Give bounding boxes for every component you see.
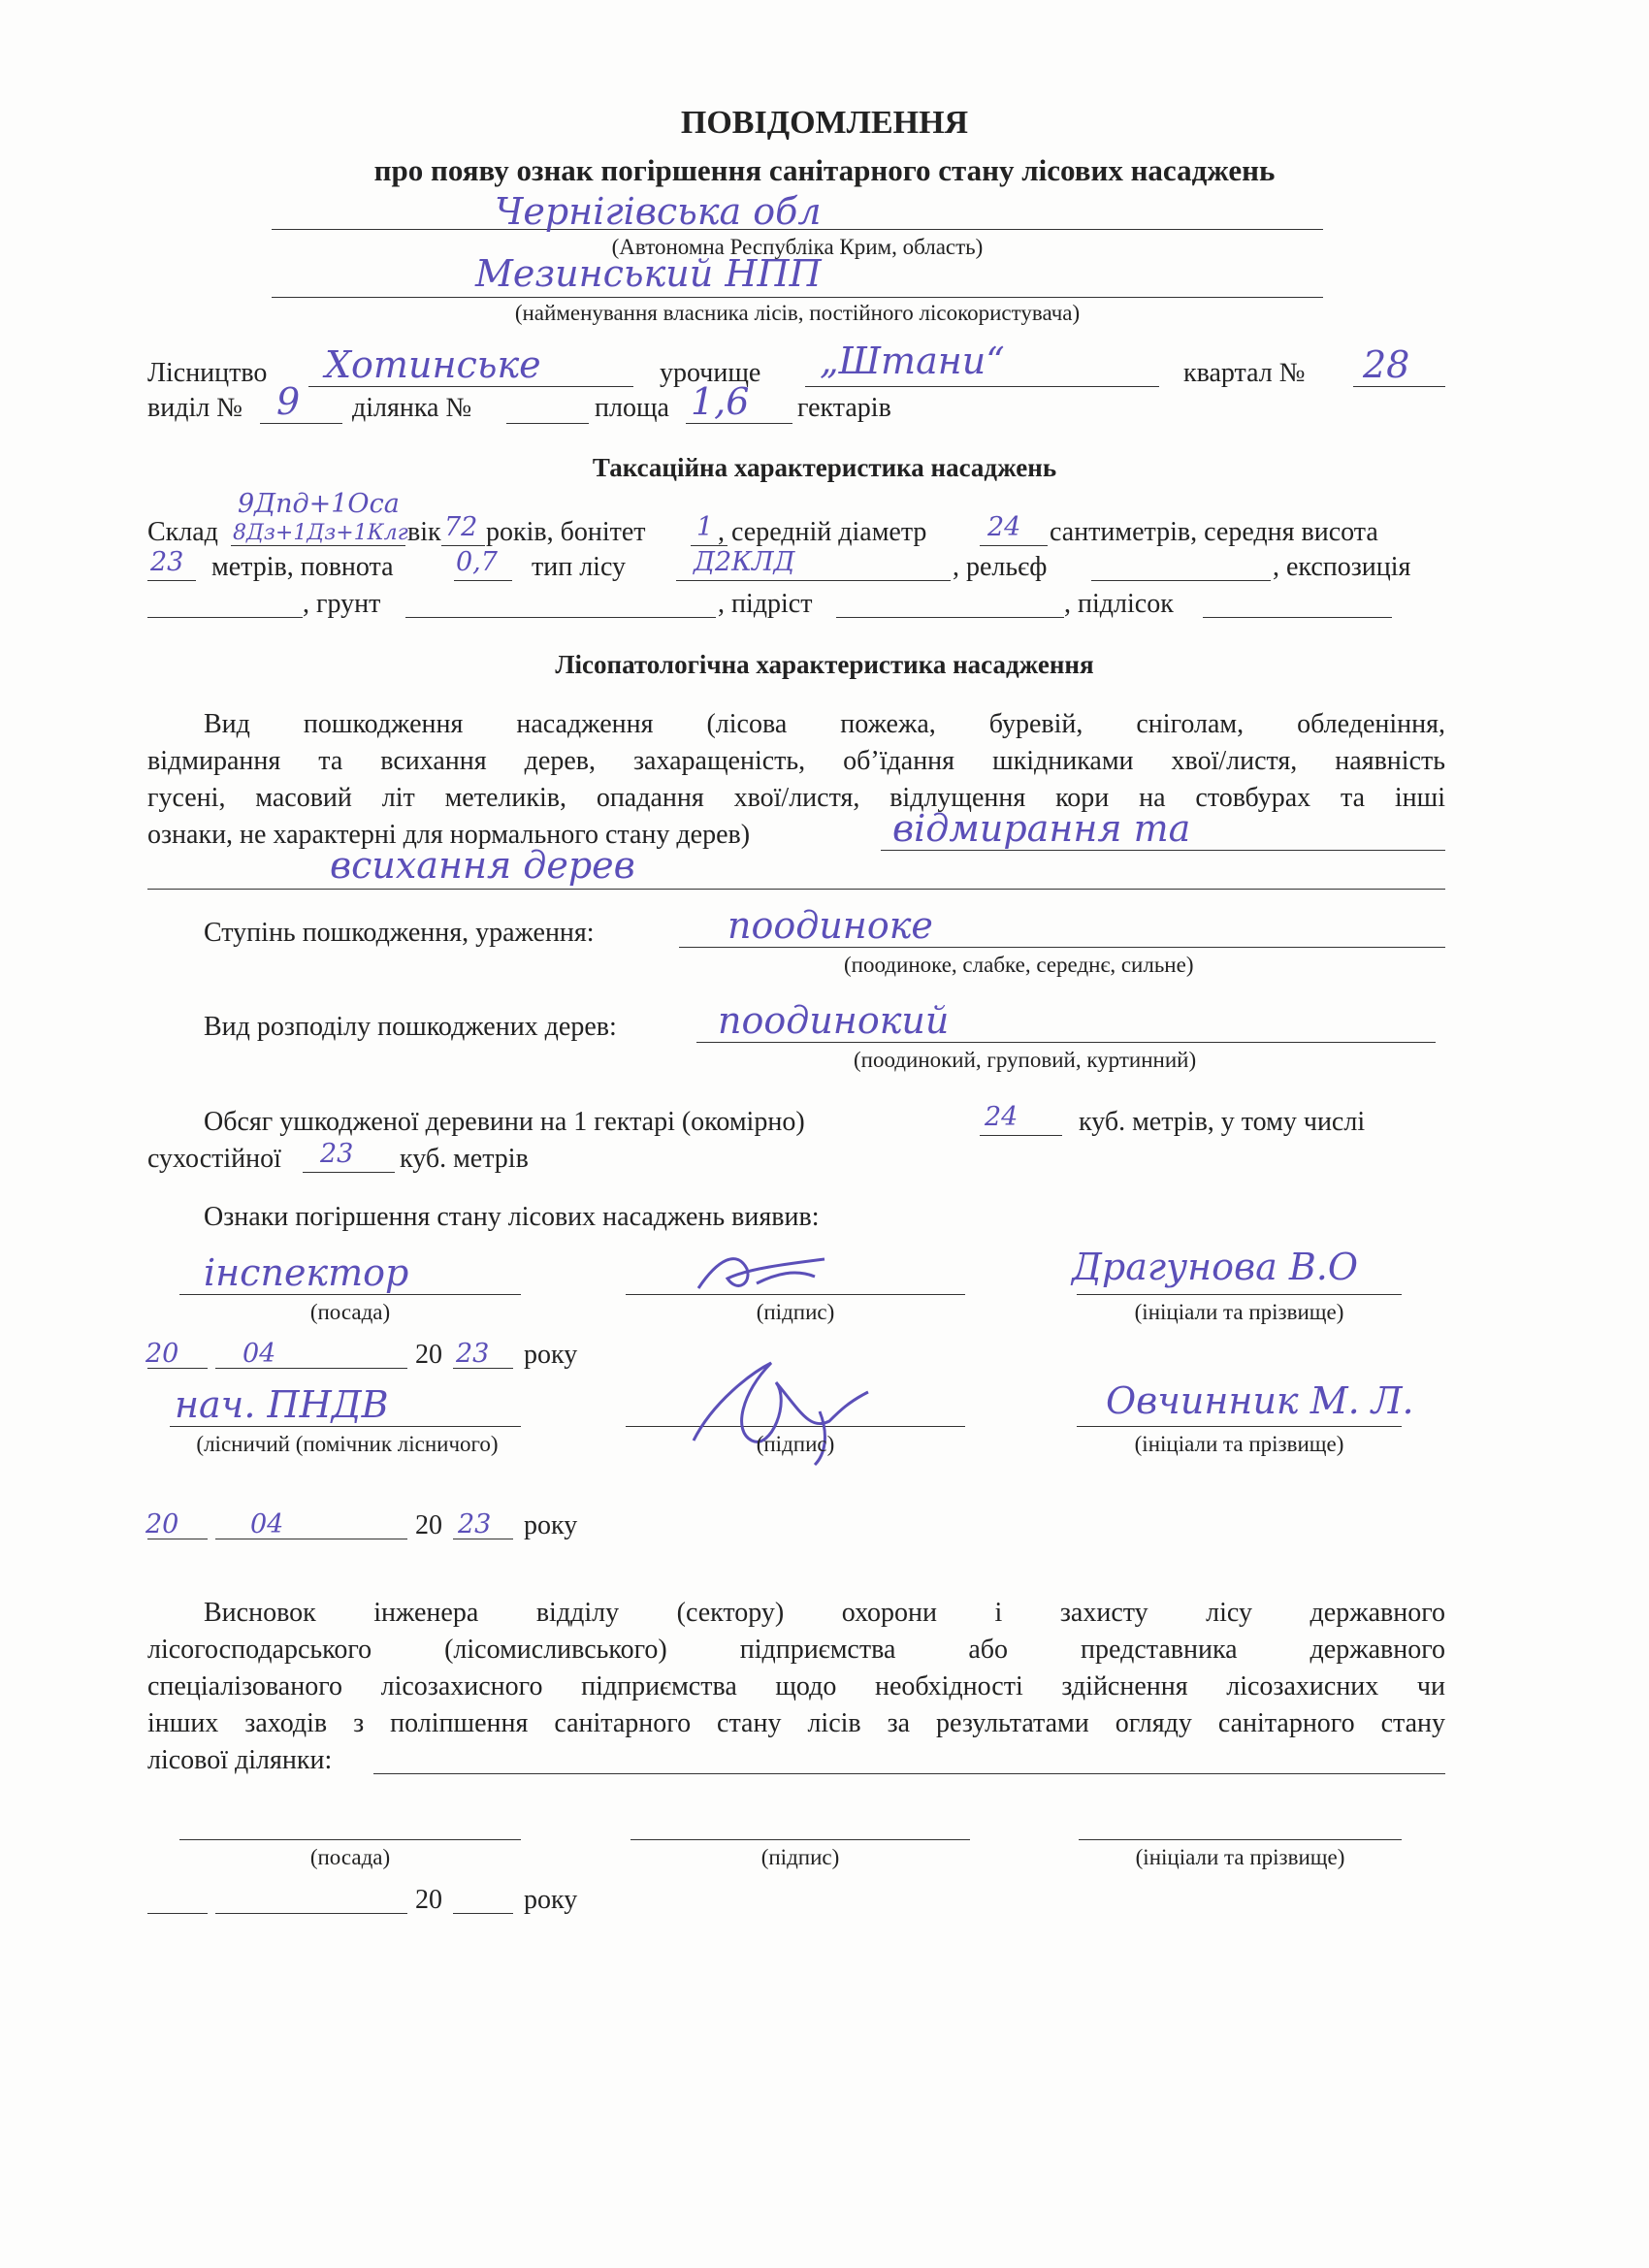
- detector-signature-caption: (підпис): [756, 1300, 835, 1324]
- owner-handwritten: Мезинський НПП: [475, 252, 822, 295]
- forestry-label: Лісництво: [147, 358, 268, 388]
- engineer-day-line: [147, 1913, 208, 1914]
- forester-name-caption: (ініціали та прізвище): [1134, 1432, 1344, 1456]
- soil-line: [405, 617, 716, 618]
- engineer-year-line: [453, 1913, 513, 1914]
- taxation-heading: Таксаційна характеристика насаджень: [592, 453, 1057, 482]
- allotment-line: [260, 423, 342, 424]
- distribution-label: Вид розподілу пошкоджених дерев:: [204, 1012, 617, 1042]
- detector-century: 20: [415, 1340, 442, 1370]
- engineer-century: 20: [415, 1885, 442, 1915]
- region-caption: (Автономна Республіка Крим, область): [611, 235, 984, 259]
- conclusion-line2: лісогосподарського (лісомисливського) підприємства або представника державного: [147, 1635, 1445, 1665]
- bonitet-handwritten: 1: [696, 512, 714, 542]
- forest-type-label: тип лісу: [532, 552, 627, 582]
- years-bonitet-label: років, бонітет: [486, 517, 646, 547]
- damage-handwritten-1: відмирання та: [892, 807, 1191, 850]
- composition-small-handwritten: 8Дз+1Дз+1Клг: [233, 521, 408, 545]
- forester-year-handwritten: 23: [458, 1509, 492, 1539]
- underbrush-label: , підлісок: [1064, 589, 1174, 619]
- engineer-signature-caption: (підпис): [760, 1845, 840, 1869]
- owner-caption: (найменування власника лісів, постійного лісокористувача): [514, 301, 1081, 325]
- underbrush-line: [1203, 617, 1392, 618]
- area-line: [686, 423, 792, 424]
- detector-year-handwritten: 23: [456, 1339, 490, 1369]
- forestry-handwritten: Хотинське: [325, 343, 541, 386]
- forester-name-handwritten: Овчинник М. Л.: [1106, 1379, 1414, 1422]
- detector-position-line: [179, 1294, 521, 1295]
- conclusion-line4: інших заходів з поліпшення санітарного стану лісів за результатами огляду санітарного стану: [147, 1708, 1445, 1738]
- degree-line: [679, 947, 1445, 948]
- forest-type-handwritten: Д2КЛД: [694, 547, 795, 577]
- forester-year-label: року: [524, 1510, 578, 1540]
- conclusion-line1: Висновок інженера відділу (сектору) охорони і захисту лісу державного: [204, 1598, 1445, 1628]
- relief-line: [1091, 580, 1271, 581]
- degree-handwritten: поодиноке: [728, 904, 933, 947]
- cm-height-label: сантиметрів, середня висота: [1050, 517, 1378, 547]
- quarter-label: квартал №: [1183, 358, 1306, 388]
- detector-day-handwritten: 20: [146, 1339, 179, 1369]
- forester-day-handwritten: 20: [146, 1509, 179, 1539]
- diameter-label: , середній діаметр: [718, 517, 927, 547]
- forestry-line: [308, 386, 633, 387]
- engineer-month-line: [215, 1913, 407, 1914]
- allotment-label: виділ №: [147, 393, 242, 423]
- pathology-heading: Лісопатологічна характеристика насадження: [555, 650, 1094, 679]
- age-label: вік: [407, 517, 441, 547]
- engineer-name-line: [1079, 1839, 1402, 1840]
- age-handwritten: 72: [444, 512, 478, 542]
- conclusion-line5: лісової ділянки:: [147, 1745, 333, 1775]
- detector-name-caption: (ініціали та прізвище): [1134, 1300, 1344, 1324]
- pathology-paragraph-line4: ознаки, не характерні для нормального стану дерев): [147, 820, 751, 850]
- area-label: площа: [595, 393, 669, 423]
- quarter-handwritten: 28: [1363, 343, 1410, 386]
- pathology-paragraph-line1: Вид пошкодження насадження (лісова пожежа, буревій, сніголам, обледеніння,: [204, 709, 1445, 739]
- engineer-name-caption: (ініціали та прізвище): [1135, 1845, 1345, 1869]
- engineer-position-caption: (посада): [309, 1845, 391, 1869]
- distribution-caption: (поодинокий, груповий, куртинний): [854, 1048, 1197, 1072]
- detector-month-handwritten: 04: [242, 1339, 276, 1369]
- forester-name-line: [1077, 1426, 1402, 1427]
- detector-signature: [679, 1240, 844, 1308]
- plot-line: [506, 423, 589, 424]
- distribution-line: [696, 1042, 1436, 1043]
- distribution-handwritten: поодинокий: [718, 999, 950, 1042]
- forester-century: 20: [415, 1510, 442, 1540]
- document-subtitle: про появу ознак погіршення санітарного стану лісових насаджень: [373, 153, 1276, 187]
- volume-label: Обсяг ушкодженої деревини на 1 гектарі (окомірно): [204, 1107, 805, 1137]
- damage-line-2: [147, 889, 1445, 890]
- exposition-label: , експозиція: [1273, 552, 1411, 582]
- degree-caption: (поодиноке, слабке, середнє, сильне): [844, 953, 1194, 977]
- pathology-paragraph-line2: відмирання та всихання дерев, захаращеність, об’їдання шкідниками хвої/листя, наявність: [147, 746, 1445, 776]
- detector-year-label: року: [524, 1340, 578, 1370]
- plot-label: ділянка №: [352, 393, 472, 423]
- meters-density-label: метрів, повнота: [211, 552, 394, 582]
- deadwood-handwritten: 23: [320, 1139, 354, 1169]
- conclusion-line: [373, 1773, 1445, 1774]
- conclusion-line3: спеціалізованого лісозахисного підприємства щодо необхідності здійснення лісозахисних чи: [147, 1671, 1445, 1701]
- deadwood-label: сухостійної: [147, 1144, 281, 1174]
- hectares-label: гектарів: [797, 393, 891, 423]
- quarter-line: [1353, 386, 1445, 387]
- soil-label: , грунт: [303, 589, 381, 619]
- detector-name-handwritten: Драгунова В.О: [1072, 1246, 1359, 1288]
- detector-name-line: [1077, 1294, 1402, 1295]
- detector-position-handwritten: інспектор: [204, 1251, 409, 1294]
- forester-signature-caption: (підпис): [756, 1432, 835, 1456]
- diameter-handwritten: 24: [987, 512, 1021, 542]
- region-handwritten: Чернігівська обл: [495, 190, 822, 233]
- tract-label: урочище: [660, 358, 761, 388]
- tract-handwritten: „Штани“: [820, 340, 1005, 382]
- forester-position-handwritten: нач. ПНДВ: [175, 1383, 389, 1426]
- engineer-position-line: [179, 1839, 521, 1840]
- exposition-line: [147, 617, 303, 618]
- tract-line: [805, 386, 1159, 387]
- engineer-signature-line: [630, 1839, 970, 1840]
- forester-month-handwritten: 04: [250, 1509, 284, 1539]
- composition-label: Склад: [147, 517, 218, 547]
- degree-label: Ступінь пошкодження, ураження:: [204, 918, 595, 948]
- height-handwritten: 23: [150, 547, 184, 577]
- area-handwritten: 1,6: [691, 380, 750, 423]
- volume-handwritten: 24: [985, 1102, 1018, 1132]
- undergrowth-label: , підріст: [718, 589, 813, 619]
- density-handwritten: 0,7: [456, 547, 498, 577]
- forester-position-caption: (лісничий (помічник лісничого): [196, 1432, 499, 1456]
- pathology-paragraph-line3: гусені, масовий літ метеликів, опадання хвої/листя, відлущення кори на стовбурах та інші: [147, 783, 1445, 813]
- document-title: ПОВІДОМЛЕННЯ: [680, 105, 969, 141]
- detector-position-caption: (посада): [309, 1300, 391, 1324]
- damage-line-1: [881, 850, 1445, 851]
- volume-unit: куб. метрів, у тому числі: [1079, 1107, 1366, 1137]
- detected-label: Ознаки погіршення стану лісових насаджень виявив:: [204, 1202, 820, 1232]
- forester-position-line: [170, 1426, 521, 1427]
- allotment-handwritten: 9: [276, 380, 301, 423]
- deadwood-unit: куб. метрів: [400, 1144, 529, 1174]
- composition-handwritten: 9Дпд+1Оса: [238, 489, 400, 519]
- engineer-year-label: року: [524, 1885, 578, 1915]
- relief-label: , рельєф: [953, 552, 1048, 582]
- damage-handwritten-2: всихання дерев: [330, 844, 635, 887]
- undergrowth-line: [836, 617, 1064, 618]
- owner-line: [272, 297, 1323, 298]
